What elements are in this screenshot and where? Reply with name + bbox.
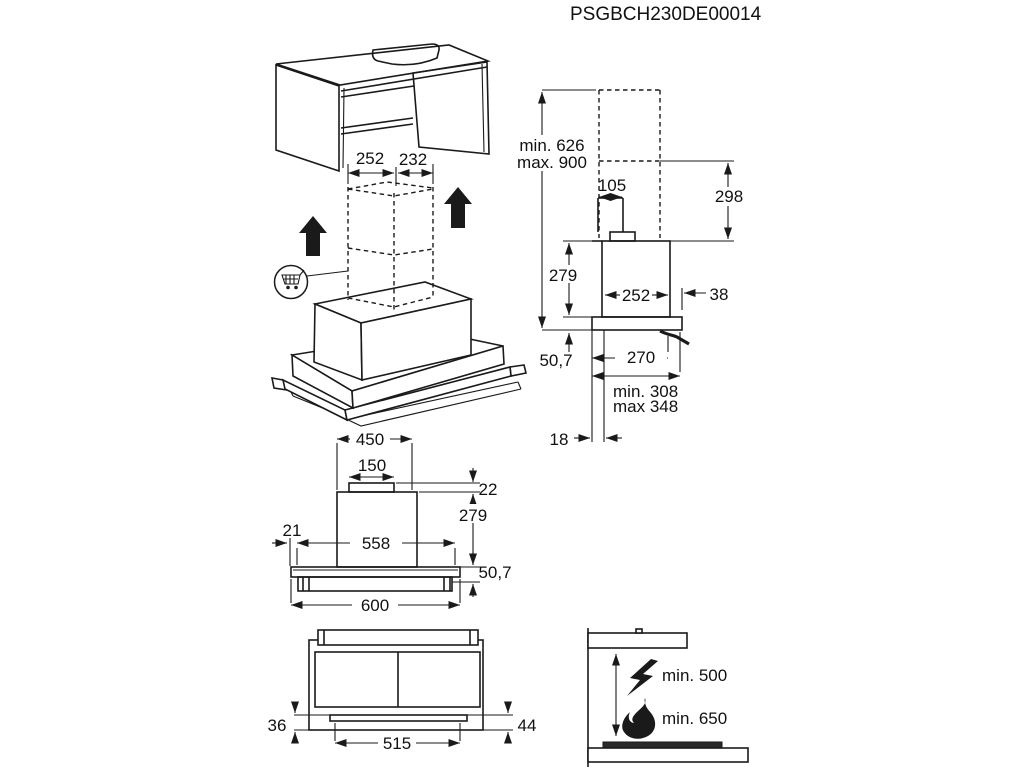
- dim-side-base-height: 50,7: [539, 351, 573, 370]
- dim-depth-max: max 348: [613, 397, 679, 416]
- dim-total-width: 600: [360, 596, 390, 615]
- dim-base-depth: 270: [626, 348, 656, 367]
- hood-profile: [588, 633, 687, 648]
- dim-side-offset: 21: [282, 521, 302, 540]
- bottom-view: [268, 630, 537, 753]
- up-arrow-right-icon: [444, 187, 472, 228]
- dim-body-width: 450: [355, 430, 385, 449]
- dim-inner-width: 558: [361, 534, 391, 553]
- dim-gas-clearance: min. 650: [662, 709, 728, 728]
- dim-electric-clearance: min. 500: [662, 666, 728, 685]
- bottom-outline: [309, 630, 483, 730]
- lightning-icon: [627, 659, 658, 696]
- dim-chimney-height: 298: [714, 187, 744, 206]
- dim-collar-width: 150: [357, 456, 387, 475]
- drawing-code: PSGBCH230DE00014: [570, 4, 762, 25]
- hood-tab: [636, 629, 642, 633]
- dim-cutout-right: 232: [398, 150, 428, 169]
- dim-front-width: 515: [382, 734, 412, 753]
- front-dimensions: [272, 430, 512, 615]
- dim-side-body-height: 279: [548, 266, 578, 285]
- dim-body-depth: 252: [621, 286, 651, 305]
- dim-left-inset: 36: [267, 716, 287, 735]
- clearance-view: [588, 628, 748, 767]
- side-dimensions: [513, 90, 747, 449]
- dim-rear-gap: 38: [709, 285, 729, 304]
- front-view: [272, 430, 512, 615]
- damper-lever: [660, 331, 689, 344]
- dim-depth-min: min. 308: [613, 382, 679, 401]
- counter-profile: [588, 748, 748, 762]
- cooktop-bar: [603, 742, 722, 748]
- dim-cutout-left: 252: [355, 149, 385, 168]
- iso-view: [272, 44, 526, 426]
- bottom-dimensions: [268, 703, 537, 753]
- dim-front-base-height: 50,7: [478, 563, 512, 582]
- dim-collar-height: 22: [478, 480, 498, 499]
- dim-front-body-height: 279: [458, 506, 488, 525]
- cart-icon: [275, 266, 349, 299]
- side-hood-outline: [592, 198, 689, 344]
- up-arrow-left-icon: [299, 216, 327, 256]
- side-view: [513, 90, 747, 449]
- dim-wall-gap: 18: [549, 430, 569, 449]
- dim-top-depth: 105: [597, 176, 627, 195]
- dim-height-max: max. 900: [517, 153, 587, 172]
- iso-dimensions: [348, 149, 433, 186]
- side-duct-dashed: [599, 90, 660, 238]
- flame-icon: [622, 698, 655, 739]
- dim-height-min: min. 626: [519, 136, 585, 155]
- dim-right-inset: 44: [517, 716, 537, 735]
